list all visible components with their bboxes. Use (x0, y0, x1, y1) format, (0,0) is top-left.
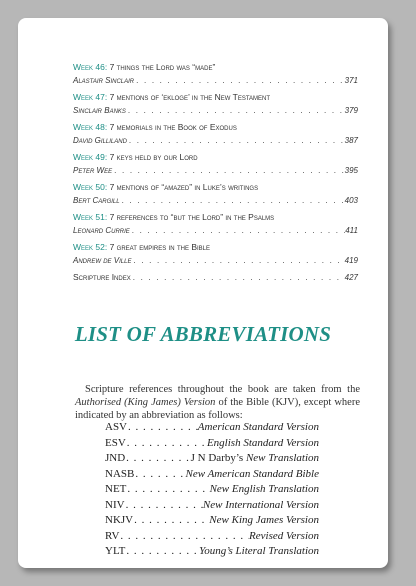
toc-title: 7 references to “but the Lord” in the Psalms (107, 212, 275, 222)
abbr-code: NASB (105, 467, 135, 480)
toc-week-label: Week 46: (73, 62, 108, 72)
leader-dots (126, 482, 209, 498)
toc-week-label: Week 49: (73, 152, 108, 162)
abbr-name: New American Standard Bible (185, 467, 319, 480)
toc-page-number: 371 (344, 76, 358, 85)
toc-entry (73, 92, 358, 122)
abbreviation-row (105, 482, 319, 498)
toc-page-number: 379 (344, 106, 358, 115)
toc-entry (73, 122, 358, 152)
abbr-name: New International Version (202, 498, 319, 511)
abbreviation-row (105, 420, 319, 436)
abbr-name: Revised Version (249, 529, 319, 542)
leader-dots (125, 498, 203, 514)
abbr-name: J N Darby’s New Translation (190, 452, 319, 464)
abbr-code: JND (105, 452, 126, 464)
toc-page-number: 387 (344, 136, 358, 145)
abbr-code: NKJV (105, 514, 134, 526)
leader-dots (130, 225, 345, 236)
leader-dots (119, 529, 249, 545)
abbr-code: NET (105, 483, 127, 495)
toc-index-label: Scripture Index (73, 272, 131, 282)
leader-dots (127, 420, 198, 436)
leader-dots (131, 255, 344, 266)
toc-author: Sinclair Banks (73, 106, 126, 115)
leader-dots (133, 513, 209, 529)
abbr-name: New English Translation (209, 483, 319, 495)
abbr-code: NIV (105, 498, 125, 511)
leader-dots (134, 75, 345, 86)
toc-scripture-index (73, 272, 358, 283)
leader-dots (125, 451, 190, 467)
leader-dots (131, 272, 345, 283)
abbreviations-list (105, 420, 319, 560)
toc-entry (73, 242, 358, 272)
abbreviation-row (105, 451, 319, 467)
leader-dots (125, 544, 199, 560)
toc-author: Bert Cargill (73, 196, 120, 205)
toc-title: 7 great empires in the Bible (107, 242, 211, 252)
abbr-code: RV (105, 529, 120, 542)
leader-dots (134, 467, 185, 483)
toc-entry (73, 62, 358, 92)
toc-page-number: 419 (344, 256, 358, 265)
leader-dots (126, 436, 207, 452)
toc-title: 7 things the Lord was “made” (107, 62, 216, 72)
toc-page-number: 411 (345, 226, 358, 235)
abbr-code: ESV (105, 436, 126, 449)
toc-title: 7 mentions of ‘ekloge’ in the New Testament (107, 92, 271, 102)
book-page (18, 18, 388, 568)
leader-dots (112, 165, 345, 176)
abbreviation-row (105, 529, 319, 545)
toc-author: Peter Wee (73, 166, 113, 175)
abbreviation-row (105, 513, 319, 529)
abbr-name: American Standard Version (197, 421, 319, 433)
toc-title: 7 mentions of “amazed” in Luke’s writings (107, 182, 259, 192)
toc-page-number: 403 (344, 196, 358, 205)
toc-week-label: Week 50: (73, 182, 108, 192)
leader-dots (126, 105, 345, 116)
abbreviation-row (105, 467, 319, 483)
abbreviation-row (105, 436, 319, 452)
toc-entry (73, 152, 358, 182)
toc-author: Andrew de Ville (73, 256, 132, 265)
toc-week-label: Week 51: (73, 212, 108, 222)
abbr-name: Young’s Literal Translation (199, 545, 319, 557)
abbreviation-row (105, 544, 319, 560)
toc-page-number: 395 (344, 166, 358, 175)
abbr-name: New King James Version (209, 514, 319, 526)
abbr-code: ASV (105, 421, 128, 433)
toc-author: Alastair Sinclair (73, 76, 135, 85)
abbreviations-heading: LIST OF ABBREVIATIONS (74, 322, 332, 346)
toc-title: 7 memorials in the Book of Exodus (107, 122, 237, 132)
abbreviation-row (105, 498, 319, 514)
toc-author: Leonard Currie (73, 226, 130, 235)
leader-dots (127, 135, 345, 146)
toc-week-label: Week 47: (73, 92, 108, 102)
toc-entry (73, 182, 358, 212)
toc-week-label: Week 52: (73, 242, 108, 252)
toc-title: 7 keys held by our Lord (107, 152, 198, 162)
abbr-name: English Standard Version (206, 436, 319, 449)
intro-paragraph: Scripture references throughout the book are taken from the Authorised (King James) Version of the Bible (KJV), except where indicated by an abbreviation as follows: (75, 383, 360, 421)
abbr-code: YLT (105, 545, 126, 557)
table-of-contents (73, 62, 358, 283)
toc-author: David Gilliland (73, 136, 127, 145)
toc-entry (73, 212, 358, 242)
leader-dots (120, 195, 345, 206)
toc-week-label: Week 48: (73, 122, 108, 132)
toc-page-number: 427 (344, 273, 358, 282)
